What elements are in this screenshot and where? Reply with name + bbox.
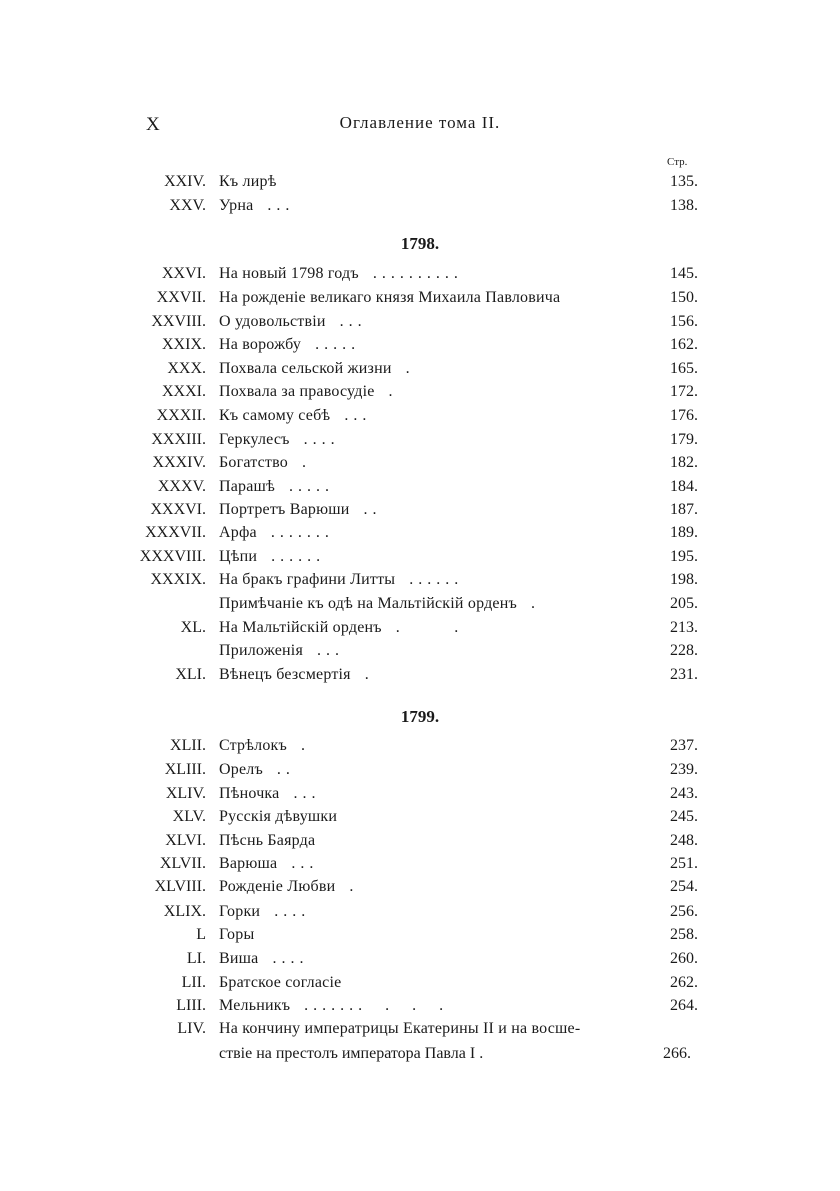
entry-title: На Мальтійскій орденъ [219, 619, 382, 636]
entry-page: 195. [670, 548, 698, 565]
entry-numeral: LII. [181, 974, 206, 991]
toc-entry [0, 1020, 840, 1044]
entry-title: Похвала за правосудіе [219, 383, 375, 400]
toc-entry [0, 173, 840, 197]
entry-numeral: XXVIII. [151, 313, 206, 330]
entry-numeral: XXXI. [162, 383, 206, 400]
toc-entry [0, 832, 840, 856]
entry-page: 172. [670, 383, 698, 400]
entry-title: Стрѣлокъ [219, 737, 287, 754]
entry-page: 231. [670, 666, 698, 683]
year-heading: 1798. [400, 234, 440, 253]
entry-numeral: XLVIII. [154, 878, 206, 895]
entry-page: 262. [670, 974, 698, 991]
entry-title: ствіе на престолъ императора Павла I . [219, 1045, 484, 1062]
dot-leader: . . . . . [288, 478, 330, 495]
entry-title: Къ самому себѣ [219, 407, 331, 424]
dot-leader: . . . . . [315, 336, 356, 353]
entry-page: 213. [670, 619, 698, 636]
dot-leader: . . [395, 619, 459, 636]
dot-leader: . . . [317, 642, 340, 659]
entry-title: Приложенія [219, 642, 304, 659]
toc-entry [0, 642, 840, 666]
toc-entry [0, 619, 840, 643]
entry-title: Цѣпи [219, 548, 258, 565]
entry-page: 162. [670, 336, 698, 353]
entry-title: Арфа [219, 524, 257, 541]
dot-leader: . [349, 878, 354, 895]
entry-title: Вѣнецъ безсмертія [219, 666, 351, 683]
entry-page: 182. [670, 454, 698, 471]
entry-title: Мельникъ [219, 997, 291, 1014]
entry-numeral: XLIII. [164, 761, 206, 778]
entry-title: Похвала сельской жизни [219, 360, 392, 377]
entry-numeral: XL. [180, 619, 206, 636]
toc-entry [0, 903, 840, 927]
entry-numeral: XXIX. [162, 336, 206, 353]
entry-numeral: LI. [186, 950, 206, 967]
entry-title: Портретъ Варюши [219, 501, 350, 518]
entry-numeral: XXXVIII. [139, 548, 206, 565]
toc-entry [0, 785, 840, 809]
entry-title: Примѣчаніе къ одѣ на Мальтійскій орденъ [219, 595, 517, 612]
entry-title: На рожденіе великаго князя Михаила Павловича [219, 289, 561, 306]
entry-numeral: LIV. [177, 1020, 206, 1037]
entry-page: 176. [670, 407, 698, 424]
entry-page: 138. [670, 197, 698, 214]
toc-entry [0, 571, 840, 595]
toc-entry [0, 501, 840, 525]
entry-title: На ворожбу [219, 336, 302, 353]
toc-entry [0, 524, 840, 548]
entry-page: 256. [670, 903, 698, 920]
entry-numeral: XXXV. [157, 478, 206, 495]
toc-entry [0, 383, 840, 407]
dot-leader: . . . . [303, 431, 336, 448]
page-title: Оглавление тома II. [339, 113, 501, 132]
dot-leader: . . . [339, 313, 363, 330]
entry-title: Орелъ [219, 761, 263, 778]
entry-numeral: XXVI. [162, 265, 206, 282]
column-label: Стр. [667, 156, 688, 168]
entry-page: 251. [670, 855, 698, 872]
dot-leader: . [388, 383, 394, 400]
dot-leader: . [301, 454, 307, 471]
toc-entry [0, 265, 840, 289]
toc-entry [0, 336, 840, 360]
entry-title: Богатство [219, 454, 288, 471]
toc-entry [0, 407, 840, 431]
entry-page: 179. [670, 431, 698, 448]
toc-entry [0, 997, 840, 1021]
dot-leader: . . . [344, 407, 367, 424]
entry-title: Пѣснь Баярда [219, 832, 316, 849]
entry-page: 237. [670, 737, 698, 754]
toc-entry [0, 926, 840, 950]
dot-leader: . [364, 666, 370, 683]
dot-leader: . . . . . . . . . . [372, 265, 459, 282]
entry-page: 150. [670, 289, 698, 306]
entry-title: Русскія дѣвушки [219, 808, 338, 825]
entry-page: 266. [663, 1045, 691, 1062]
entry-page: 156. [670, 313, 698, 330]
entry-numeral: XXXIII. [151, 431, 206, 448]
entry-title: О удовольствіи [219, 313, 326, 330]
entry-numeral: XLII. [170, 737, 206, 754]
year-heading: 1799. [400, 707, 440, 726]
dot-leader: . . . . . . [409, 571, 459, 588]
entry-title: Геркулесъ [219, 431, 290, 448]
entry-page: 184. [670, 478, 698, 495]
entry-title: На новый 1798 годъ [219, 265, 359, 282]
dot-leader: . . . [291, 855, 314, 872]
entry-numeral: XXV. [169, 197, 206, 214]
toc-entry [0, 855, 840, 879]
toc-entry [0, 313, 840, 337]
entry-numeral: XLVI. [165, 832, 206, 849]
entry-page: 198. [670, 571, 698, 588]
entry-title: Къ лирѣ [219, 173, 277, 190]
entry-page: 187. [670, 501, 698, 518]
entry-numeral: XLV. [172, 808, 206, 825]
entry-title: Варюша [219, 855, 278, 872]
entry-numeral: XXXIX. [150, 571, 206, 588]
entry-title: Вишa [219, 950, 259, 967]
entry-page: 243. [670, 785, 698, 802]
entry-title: Братское согласіе [219, 974, 342, 991]
entry-page: 248. [670, 832, 698, 849]
entry-numeral: XLIX. [163, 903, 206, 920]
toc-entry [0, 666, 840, 690]
toc-entry [0, 878, 840, 902]
entry-numeral: L [196, 926, 206, 943]
entry-numeral: LIII. [176, 997, 206, 1014]
dot-leader: . . . . [274, 903, 306, 920]
dot-leader: . . [276, 761, 291, 778]
toc-entry [0, 454, 840, 478]
entry-title: Рожденіе Любви [219, 878, 336, 895]
entry-title: На кончину императрицы Екатерины II и на восше- [219, 1020, 581, 1037]
entry-title: Пѣночка [219, 785, 280, 802]
entry-page: 228. [670, 642, 698, 659]
toc-entry [0, 950, 840, 974]
entry-title: На бракъ графини Литты [219, 571, 396, 588]
toc-entry [0, 595, 840, 619]
entry-page: 135. [670, 173, 698, 190]
entry-page: 239. [670, 761, 698, 778]
entry-title: Горы [219, 926, 255, 943]
toc-entry [0, 974, 840, 998]
entry-title: Парашѣ [219, 478, 275, 495]
dot-leader: . [405, 360, 411, 377]
entry-numeral: XXX. [167, 360, 206, 377]
entry-page: 165. [670, 360, 698, 377]
entry-page: 260. [670, 950, 698, 967]
entry-numeral: XXXIV. [152, 454, 206, 471]
dot-leader: . . [363, 501, 378, 518]
dot-leader: . [530, 595, 536, 612]
dot-leader: . . . . . . . [270, 524, 330, 541]
entry-page: 264. [670, 997, 698, 1014]
entry-numeral: XXVII. [156, 289, 206, 306]
dot-leader: . . . . [272, 950, 304, 967]
toc-entry [0, 197, 840, 221]
toc-entry [0, 761, 840, 785]
entry-page: 254. [670, 878, 698, 895]
entry-page: 205. [670, 595, 698, 612]
entry-page: 145. [670, 265, 698, 282]
toc-entry [0, 737, 840, 761]
toc-entry [0, 360, 840, 384]
entry-title: Урна [219, 197, 254, 214]
entry-numeral: XXIV. [164, 173, 206, 190]
toc-entry [0, 548, 840, 572]
entry-title: Горки [219, 903, 261, 920]
dot-leader: . . . . . . . . . . [304, 997, 444, 1014]
entry-page: 245. [670, 808, 698, 825]
toc-entry [0, 289, 840, 313]
entry-numeral: XLI. [175, 666, 206, 683]
toc-entry [0, 478, 840, 502]
entry-numeral: XLIV. [165, 785, 206, 802]
toc-entry [0, 808, 840, 832]
dot-leader: . . . . . . [271, 548, 321, 565]
entry-numeral: XXXII. [156, 407, 206, 424]
toc-entry [0, 431, 840, 455]
page-number: X [146, 114, 160, 135]
entry-page: 189. [670, 524, 698, 541]
dot-leader: . . . [267, 197, 290, 214]
entry-numeral: XLVII. [159, 855, 206, 872]
entry-numeral: XXXVI. [150, 501, 206, 518]
dot-leader: . . . [293, 785, 316, 802]
entry-numeral: XXXVII. [145, 524, 206, 541]
dot-leader: . [300, 737, 306, 754]
entry-page: 258. [670, 926, 698, 943]
toc-entry-continuation [219, 1045, 691, 1063]
